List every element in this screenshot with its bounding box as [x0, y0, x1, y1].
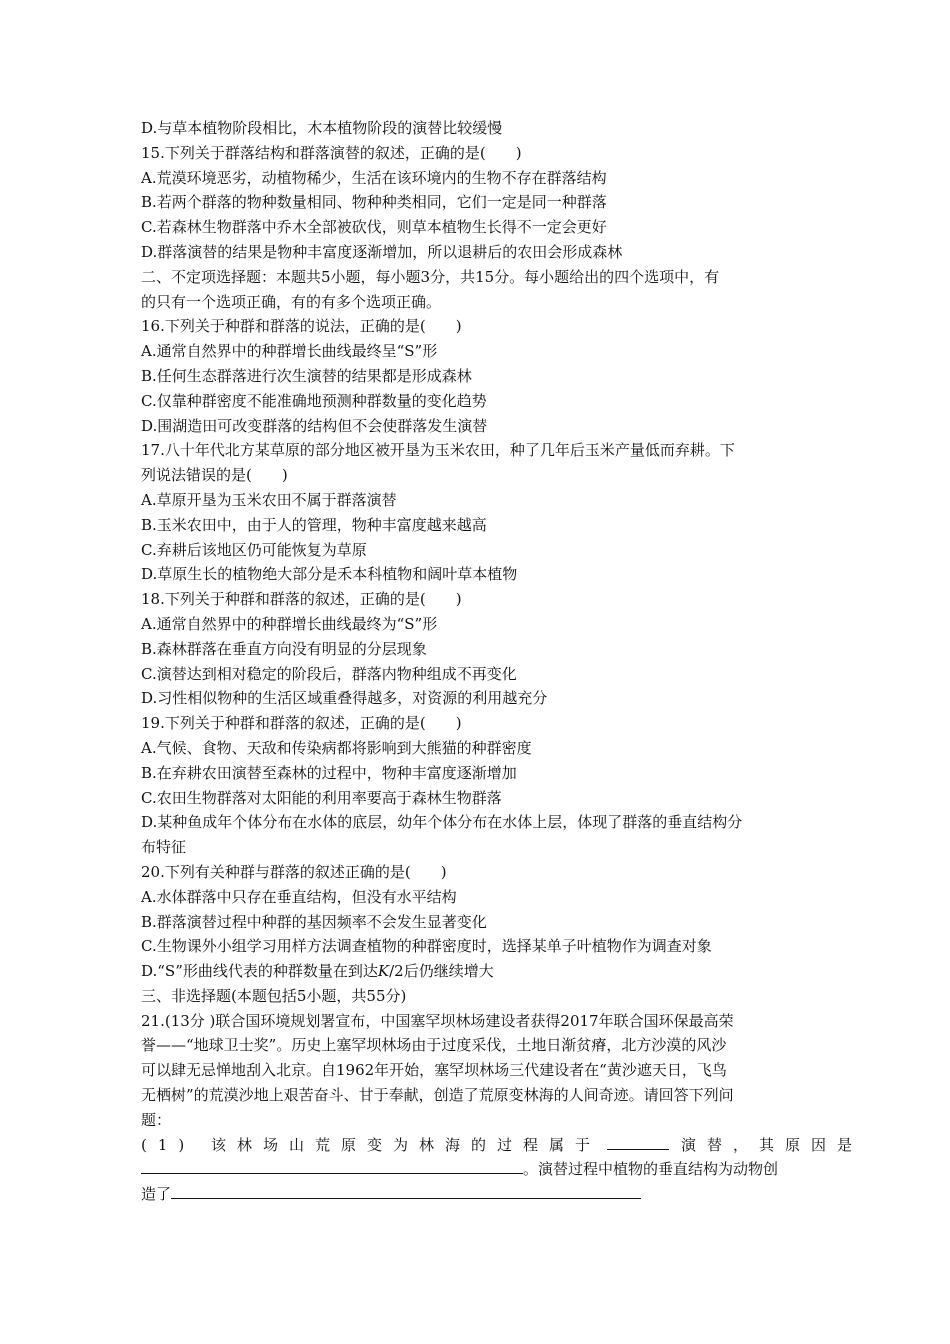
q17-option-d: D.草原生长的植物绝大部分是禾本科植物和阔叶草本植物 [141, 565, 518, 584]
q16-stem: 16.下列关于种群和群落的说法，正确的是( ) [141, 317, 462, 336]
q21-part-1-cont [141, 1157, 811, 1182]
q16-option-a: A.通常自然界中的种群增长曲线最终呈“S”形 [141, 342, 438, 361]
q17-option-a: A.草原开垦为玉米农田不属于群落演替 [141, 490, 397, 509]
q20-stem: 20.下列有关种群与群落的叙述正确的是( ) [141, 862, 447, 881]
q21-part-1-text-d: 造了 [141, 1185, 172, 1204]
q21-part-1-end [141, 1182, 811, 1207]
section-2-heading-cont: 的只有一个选项正确，有的有多个选项正确。 [141, 292, 442, 311]
q21-part-1-text-a: (1) 该林场山荒原变为林海的过程属于 [141, 1135, 602, 1154]
q21-stem-1: 21.(13分 )联合国环境规划署宣布，中国塞罕坝林场建设者获得2017年联合国环保最高荣 [141, 1011, 734, 1030]
q19-option-b: B.在弃耕农田演替至森林的过程中，物种丰富度逐渐增加 [141, 763, 517, 782]
q15-option-d: D.群落演替的结果是物种丰富度逐渐增加，所以退耕后的农田会形成森林 [141, 242, 623, 261]
q15-option-a: A.荒漠环境恶劣，动植物稀少，生活在该环境内的生物不存在群落结构 [141, 168, 607, 187]
q17-stem: 17.八十年代北方某草原的部分地区被开垦为玉米农田，种了几年后玉米产量低而弃耕。下 [141, 441, 735, 460]
q19-stem: 19.下列关于种群和群落的叙述，正确的是( ) [141, 714, 462, 733]
q20-option-b: B.群落演替过程中种群的基因频率不会发生显著变化 [141, 912, 487, 931]
q21-part-1 [141, 1133, 864, 1158]
answer-blank-succession-type[interactable] [607, 1133, 669, 1150]
q21-stem-5: 题： [141, 1110, 172, 1129]
q18-option-c: C.演替达到相对稳定的阶段后，群落内物种组成不再变化 [141, 664, 517, 683]
q20-option-d-text-b: /2后仍继续增大 [389, 962, 494, 981]
q17-stem-cont: 列说法错误的是( ) [141, 466, 288, 485]
q18-option-b: B.森林群落在垂直方向没有明显的分层现象 [141, 639, 427, 658]
q16-option-d: D.围湖造田可改变群落的结构但不会使群落发生演替 [141, 416, 488, 435]
q21-stem-3: 可以肆无忌惮地刮入北京。自1962年开始，塞罕坝林场三代建设者在“黄沙遮天日，飞鸟 [141, 1061, 727, 1080]
q19-option-c: C.农田生物群落对太阳能的利用率要高于森林生物群落 [141, 788, 502, 807]
q20-option-c: C.生物课外小组学习用样方法调查植物的种群密度时，选择某单子叶植物作为调查对象 [141, 937, 712, 956]
answer-blank-reason[interactable] [141, 1157, 523, 1174]
q20-option-d [141, 959, 811, 984]
q18-stem: 18.下列关于种群和群落的叙述，正确的是( ) [141, 590, 462, 609]
q18-option-a: A.通常自然界中的种群增长曲线最终为“S”形 [141, 614, 438, 633]
q15-stem: 15.下列关于群落结构和群落演替的叙述，正确的是( ) [141, 143, 522, 162]
q20-option-d-k: K [377, 962, 390, 981]
q19-option-d: D.某种鱼成年个体分布在水体的底层，幼年个体分布在水体上层，体现了群落的垂直结构分 [141, 813, 743, 832]
exam-content [141, 116, 864, 1207]
q16-option-c: C.仅靠种群密度不能准确地预测种群数量的变化趋势 [141, 391, 487, 410]
q17-option-c: C.弃耕后该地区仍可能恢复为草原 [141, 540, 367, 559]
q19-option-a: A.气候、食物、天敌和传染病都将影响到大熊猫的种群密度 [141, 738, 532, 757]
q19-option-d-cont: 布特征 [141, 838, 187, 857]
q21-part-1-text-c: 。演替过程中植物的垂直结构为动物创 [523, 1160, 779, 1179]
q14-option-d: D.与草本植物阶段相比，木本植物阶段的演替比较缓慢 [141, 119, 503, 137]
q17-option-b: B.玉米农田中，由于人的管理，物种丰富度越来越高 [141, 515, 487, 534]
q15-option-b: B.若两个群落的物种数量相同、物种种类相同，它们一定是同一种群落 [141, 193, 607, 212]
q18-option-d: D.习性相似物种的生活区域重叠得越多，对资源的利用越充分 [141, 689, 548, 708]
q21-part-1-text-b: 演替，其原因是 [681, 1135, 864, 1154]
answer-blank-vertical-structure[interactable] [171, 1182, 641, 1199]
section-3-heading: 三、非选择题(本题包括5小题，共55分) [141, 986, 407, 1005]
q16-option-b: B.任何生态群落进行次生演替的结果都是形成森林 [141, 366, 472, 385]
q20-option-a: A.水体群落中只存在垂直结构，但没有水平结构 [141, 887, 457, 906]
section-2-heading: 二、不定项选择题：本题共5小题，每小题3分，共15分。每小题给出的四个选项中，有 [141, 267, 720, 286]
q15-option-c: C.若森林生物群落中乔木全部被砍伐，则草本植物生长得不一定会更好 [141, 218, 607, 237]
q21-stem-4: 无栖树”的荒漠沙地上艰苦奋斗、甘于奉献，创造了荒原变林海的人间奇迹。请回答下列问 [141, 1086, 734, 1105]
q21-stem-2: 誉——“地球卫士奖”。历史上塞罕坝林场由于过度采伐，土地日渐贫瘠，北方沙漠的风沙 [141, 1036, 727, 1055]
q20-option-d-text-a: D.“S”形曲线代表的种群数量在到达 [141, 962, 378, 981]
